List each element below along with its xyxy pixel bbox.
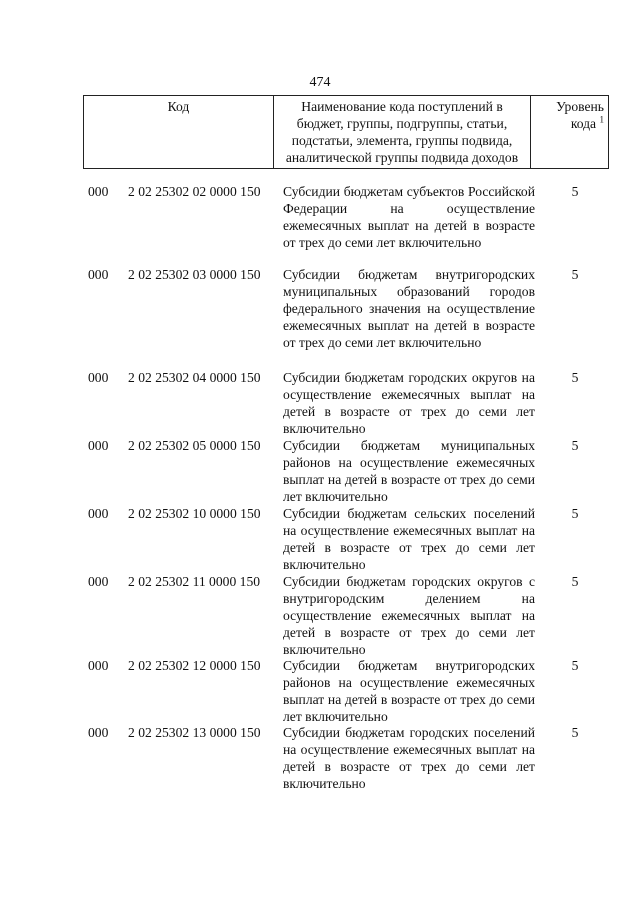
table-row: [88, 573, 608, 657]
row-prefix: 000: [88, 725, 109, 740]
row-code: 2 02 25302 12 0000 150: [128, 658, 261, 673]
row-level: 5: [571, 506, 579, 521]
row-level: 5: [571, 658, 579, 673]
header-level: [531, 96, 609, 169]
header-level-label: Уровень кода: [556, 99, 604, 131]
table-row: [88, 505, 608, 573]
table-header: [83, 95, 609, 169]
table-row: [88, 266, 608, 369]
row-level: 5: [571, 184, 579, 199]
table-row: [88, 657, 608, 724]
row-name: Субсидии бюджетам городских округов с внутригородским делением на осуществление ежемесячных выплат на детей в возрасте от трех до семи лет включительно: [283, 574, 535, 657]
row-name: Субсидии бюджетам городских округов на осуществление ежемесячных выплат на детей в возрасте от трех до семи лет включительно: [283, 370, 535, 436]
header-row: [84, 96, 609, 169]
table-row: [88, 724, 608, 794]
row-prefix: 000: [88, 370, 109, 385]
row-code: 2 02 25302 10 0000 150: [128, 506, 261, 521]
row-name: Субсидии бюджетам внутригородских районов на осуществление ежемесячных выплат на детей в возрасте от трех до семи лет включительно: [283, 658, 535, 724]
header-code: Код: [84, 96, 274, 169]
row-code: 2 02 25302 03 0000 150: [128, 267, 261, 282]
table-body: [88, 183, 608, 794]
row-name: Субсидии бюджетам городских поселений на осуществление ежемесячных выплат на детей в возрасте от трех до семи лет включительно: [283, 725, 535, 791]
table-row: [88, 183, 608, 266]
row-name: Субсидии бюджетам муниципальных районов на осуществление ежемесячных выплат на детей в возрасте от трех до семи лет включительно: [283, 438, 535, 504]
row-code: 2 02 25302 04 0000 150: [128, 370, 261, 385]
row-level: 5: [571, 438, 579, 453]
table-row: [88, 437, 608, 505]
row-prefix: 000: [88, 438, 109, 453]
row-level: 5: [571, 267, 579, 282]
row-prefix: 000: [88, 658, 109, 673]
page-number: 474: [309, 75, 331, 90]
row-name: Субсидии бюджетам сельских поселений на осуществление ежемесячных выплат на детей в возрасте от трех до семи лет включительно: [283, 506, 535, 572]
header-name: Наименование кода поступлений в бюджет, группы, подгруппы, статьи, подстатьи, элемента, группы подвида, аналитической группы подвида доходов: [274, 96, 531, 169]
row-name: Субсидии бюджетам внутригородских муниципальных образований городов федерального значения на осуществление ежемесячных выплат на детей в возрасте от трех до семи лет включительно: [283, 267, 535, 350]
row-prefix: 000: [88, 574, 109, 589]
row-prefix: 000: [88, 184, 109, 199]
row-name: Субсидии бюджетам субъектов Российской Федерации на осуществление ежемесячных выплат на детей в возрасте от трех до семи лет включительно: [283, 184, 535, 250]
row-code: 2 02 25302 13 0000 150: [128, 725, 261, 740]
header-level-footnote: 1: [599, 114, 604, 125]
row-level: 5: [571, 574, 579, 589]
row-code: 2 02 25302 02 0000 150: [128, 184, 261, 199]
row-level: 5: [571, 725, 579, 740]
row-code: 2 02 25302 05 0000 150: [128, 438, 261, 453]
row-level: 5: [571, 370, 579, 385]
row-prefix: 000: [88, 506, 109, 521]
row-prefix: 000: [88, 267, 109, 282]
row-code: 2 02 25302 11 0000 150: [128, 574, 261, 589]
table-row: [88, 369, 608, 437]
